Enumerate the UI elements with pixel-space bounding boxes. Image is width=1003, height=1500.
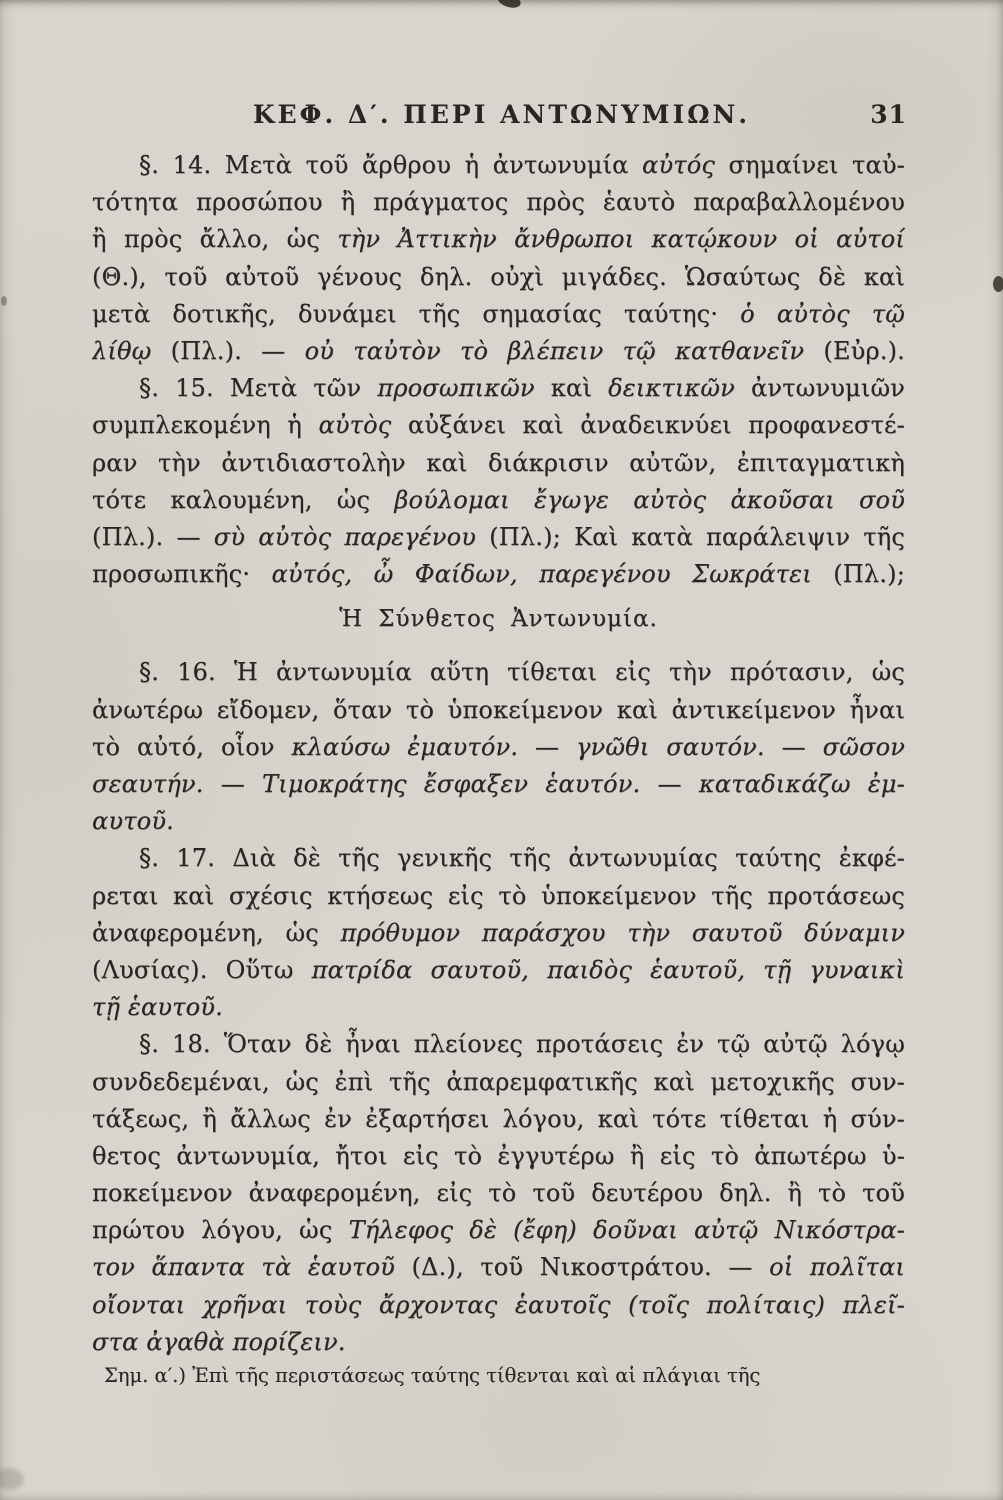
italic-run: ὁ αὐτὸς τῷ bbox=[740, 299, 905, 328]
italic-run: αὐτὸς bbox=[318, 411, 392, 440]
text-run: §. 15. Μετὰ τῶν bbox=[139, 374, 378, 403]
paragraph-s17 bbox=[92, 840, 905, 1026]
text-run: (Πλ.). — bbox=[92, 522, 214, 551]
text-line bbox=[92, 482, 905, 519]
text-run: συμπλεκομένη ἡ bbox=[92, 411, 319, 440]
text-line bbox=[92, 1138, 905, 1175]
text-body bbox=[92, 147, 905, 1361]
text-run: — bbox=[640, 770, 699, 799]
text-line bbox=[92, 221, 905, 258]
text-line bbox=[92, 445, 905, 482]
italic-run: αὐτός bbox=[642, 151, 715, 179]
text-run: θετος ἀντωνυμία, ἤτοι εἰς τὸ ἐγγυτέρω ἢ εἰς τὸ ἀπωτέρω ὑ- bbox=[92, 1141, 905, 1170]
italic-run: στα ἀγαθὰ πορίζειν. bbox=[92, 1327, 346, 1356]
text-line bbox=[92, 556, 905, 593]
text-run: τότε καλουμένη, ὡς bbox=[92, 485, 395, 514]
page-number: 31 bbox=[870, 100, 907, 129]
paragraph-s15 bbox=[92, 370, 905, 593]
text-line bbox=[92, 878, 905, 915]
italic-run: αυτοῦ. bbox=[92, 807, 174, 836]
text-line bbox=[92, 1249, 905, 1286]
text-line bbox=[92, 1064, 905, 1101]
text-line bbox=[92, 840, 905, 877]
text-line bbox=[92, 766, 905, 803]
text-run: §. 16. Ἡ ἀντωνυμία αὕτη τίθεται εἰς τὴν πρότασιν, ὡς bbox=[139, 658, 905, 687]
ink-speck-right-edge bbox=[993, 276, 1003, 292]
italic-run: σὺ αὐτὸς παρεγένου bbox=[213, 522, 477, 551]
text-line bbox=[92, 803, 905, 840]
text-run: (Εὐρ.). bbox=[804, 336, 905, 365]
text-run: ἀντωνυμιῶν bbox=[734, 374, 905, 403]
section-heading: Ἡ Σύνθετος Ἀντωνυμία. bbox=[339, 606, 658, 633]
text-run: (Δ.), τοῦ Νικοστράτου. — bbox=[394, 1253, 770, 1282]
text-line bbox=[92, 333, 905, 370]
text-run: σημαίνει ταὐ- bbox=[715, 151, 905, 179]
text-line bbox=[92, 407, 905, 444]
italic-run: δεικτικῶν bbox=[608, 374, 735, 403]
text-line bbox=[92, 1324, 905, 1361]
text-run: (Πλ.). — bbox=[151, 336, 305, 365]
text-line bbox=[92, 729, 905, 766]
text-run: τὸ αὐτό, οἷον bbox=[92, 732, 292, 761]
text-run: ποκείμενον ἀναφερομένη, εἰς τὸ τοῦ δευτέρου δηλ. ἢ τὸ τοῦ bbox=[92, 1179, 905, 1208]
text-run: τάξεως, ἢ ἄλλως ἐν ἐξαρτήσει λόγου, καὶ τότε τίθεται ἡ σύν- bbox=[92, 1104, 905, 1133]
text-run: ρεται καὶ σχέσις κτήσεως εἰς τὸ ὑποκείμενον τῆς προτάσεως bbox=[92, 881, 905, 910]
text-run: — bbox=[203, 770, 263, 799]
paragraph-s18 bbox=[92, 1026, 905, 1361]
italic-run: τῇ ἑαυτοῦ. bbox=[92, 993, 223, 1022]
text-line bbox=[92, 692, 905, 729]
text-run: ραν τὴν ἀντιδιαστολὴν καὶ διάκρισιν αὐτῶν, ἐπιταγματικὴ bbox=[92, 448, 905, 477]
text-run: (Θ.), τοῦ αὐτοῦ γένους δηλ. οὐχὶ μιγάδες. Ὡσαύτως δὲ καὶ bbox=[92, 262, 905, 291]
text-line bbox=[92, 519, 905, 556]
italic-run: σεαυτήν. bbox=[92, 770, 204, 799]
text-line bbox=[92, 184, 905, 221]
text-run: — bbox=[764, 732, 823, 761]
text-run: §. 17. Διὰ δὲ τῆς γενικῆς τῆς ἀντωνυμίας ταύτης ἐκφέ- bbox=[139, 844, 905, 873]
text-run: ἀναφερομένη, ὡς bbox=[92, 918, 341, 947]
text-line bbox=[92, 147, 905, 184]
italic-run: οἱ πολῖται bbox=[769, 1253, 905, 1282]
italic-run: κλαύσω ἐμαυτόν. bbox=[291, 732, 519, 761]
italic-run: πατρίδα σαυτοῦ, παιδὸς ἑαυτοῦ, τῇ γυναικὶ bbox=[311, 955, 905, 984]
text-line bbox=[92, 1212, 905, 1249]
chapter-title: ΚΕΦ. Δ′. ΠΕΡΙ ΑΝΤΩΝΥΜΙΩΝ. bbox=[252, 100, 751, 129]
text-run: — bbox=[518, 732, 577, 761]
italic-run: καταδικάζω ἐμ- bbox=[698, 770, 905, 799]
text-line bbox=[92, 1287, 905, 1324]
text-run: (Πλ.); Καὶ κατὰ παράλειψιν τῆς bbox=[476, 522, 905, 551]
italic-run: πρόθυμον παράσχου τὴν σαυτοῦ δύναμιν bbox=[340, 918, 905, 947]
ink-speck-top-edge bbox=[496, 0, 523, 10]
text-run: αὐξάνει καὶ ἀναδεικνύει προφανεστέ- bbox=[391, 411, 905, 440]
text-run: τότητα προσώπου ἢ πράγματος πρὸς ἑαυτὸ παραβαλλομένου bbox=[92, 188, 905, 217]
italic-run: Τήλεφος δὲ (ἔφη) δοῦναι αὐτῷ Νικόστρα- bbox=[348, 1216, 905, 1245]
text-line bbox=[92, 952, 905, 989]
italic-run: Τιμοκράτης ἔσφαξεν ἑαυτόν. bbox=[262, 770, 641, 799]
text-line bbox=[92, 654, 905, 691]
italic-run: οὐ ταὐτὸν τὸ βλέπειν τῷ κατθανεῖν bbox=[304, 336, 805, 365]
text-line bbox=[92, 1175, 905, 1212]
italic-run: σῶσον bbox=[822, 732, 905, 761]
text-line bbox=[92, 989, 905, 1026]
text-run: §. 18. Ὅταν δὲ ἦναι πλείονες προτάσεις ἐν τῷ αὐτῷ λόγῳ bbox=[139, 1030, 905, 1059]
text-run: §. 14. Μετὰ τοῦ ἄρθρου ἡ ἀντωνυμία bbox=[139, 151, 643, 179]
italic-run: τὴν Ἀττικὴν ἄνθρωποι κατῴκουν οἱ αὐτοί bbox=[337, 225, 905, 254]
paragraph-s14 bbox=[92, 147, 905, 370]
italic-run: τον ἅπαντα τὰ ἑαυτοῦ bbox=[92, 1253, 395, 1282]
text-run: μετὰ δοτικῆς, δυνάμει τῆς σημασίας ταύτης· bbox=[92, 299, 741, 328]
text-line bbox=[92, 370, 905, 407]
italic-run: βούλομαι ἔγωγε αὐτὸς ἀκοῦσαι σοῦ bbox=[394, 485, 905, 514]
italic-run: λίθῳ bbox=[92, 336, 152, 365]
text-run: προσωπικῆς· bbox=[92, 560, 272, 589]
paper-stain-bottom bbox=[0, 1468, 24, 1490]
text-run: συνδεδεμέναι, ὡς ἐπὶ τῆς ἀπαρεμφατικῆς καὶ μετοχικῆς συν- bbox=[92, 1067, 905, 1096]
paragraph-s16 bbox=[92, 654, 905, 840]
text-run: ἢ πρὸς ἄλλο, ὡς bbox=[92, 225, 338, 254]
italic-run: αὐτός, ὦ Φαίδων, παρεγένου Σωκράτει bbox=[271, 560, 812, 589]
text-run: καὶ bbox=[534, 374, 609, 403]
footnote: Σημ. α′.) Ἐπὶ τῆς περιστάσεως ταύτης τίθενται καὶ αἱ πλάγιαι τῆς bbox=[104, 1364, 761, 1387]
text-line bbox=[92, 296, 905, 333]
ink-speck-left-edge bbox=[1, 296, 7, 306]
text-run: πρώτου λόγου, ὡς bbox=[92, 1216, 349, 1245]
italic-run: οἴονται χρῆναι τοὺς ἄρχοντας ἑαυτοῖς (τοῖς πολίταις) πλεῖ- bbox=[92, 1290, 905, 1319]
text-run: (Πλ.); bbox=[811, 560, 905, 589]
text-run: (Λυσίας). Οὕτω bbox=[92, 955, 312, 984]
italic-run: προσωπικῶν bbox=[377, 374, 535, 403]
text-line bbox=[92, 1026, 905, 1063]
text-line bbox=[92, 1101, 905, 1138]
text-line bbox=[92, 915, 905, 952]
italic-run: γνῶθι σαυτόν. bbox=[576, 732, 765, 761]
text-line bbox=[92, 259, 905, 296]
text-run: ἀνωτέρω εἴδομεν, ὅταν τὸ ὑποκείμενον καὶ ἀντικείμενον ἦναι bbox=[92, 695, 905, 724]
